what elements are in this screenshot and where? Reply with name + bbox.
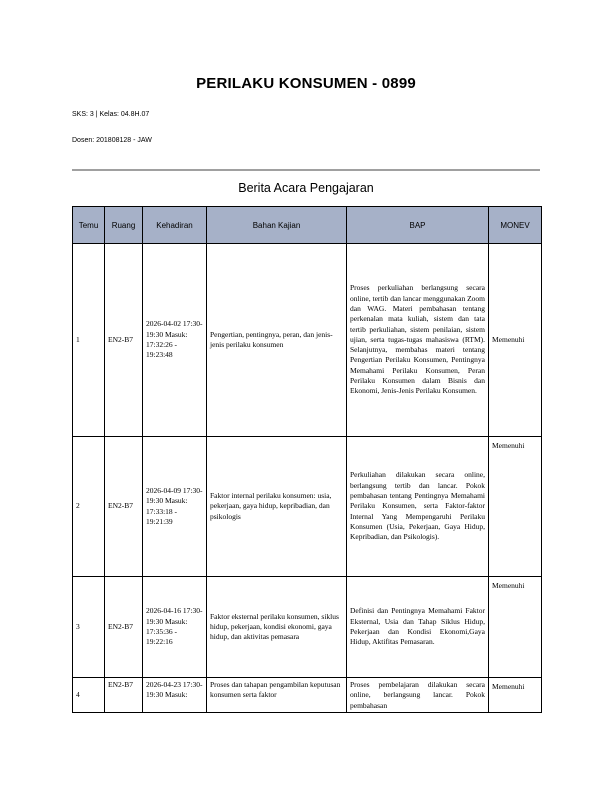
cell-bap: Definisi dan Pentingnya Memahami Faktor Eksternal, Usia dan Tahap Siklus Hidup, Pekerjaan dan Kondisi Ekonomi,Gaya Hidup, Aktifitas Pemasaran. [347, 577, 489, 678]
cell-kehadiran [143, 678, 207, 713]
cell-kehadiran: 2026-04-09 17:30-19:30 Masuk: 17:33:18 - 19:21:39 [143, 437, 207, 577]
table-row [73, 678, 542, 713]
cell-bahan-kajian: Pengertian, pentingnya, peran, dan jenis-jenis perilaku konsumen [207, 244, 347, 437]
header-monev: MONEV [489, 207, 542, 244]
header-temu: Temu [73, 207, 105, 244]
cell-ruang: EN2-B7 [105, 437, 143, 577]
table-row [73, 577, 542, 678]
cell-monev: Memenuhi [489, 437, 542, 577]
header-ruang: Ruang [105, 207, 143, 244]
cell-ruang [105, 678, 143, 713]
cell-temu: 2 [73, 437, 105, 577]
cell-ruang: EN2-B7 [105, 577, 143, 678]
divider [72, 169, 540, 171]
cell-ruang: EN2-B7 [105, 244, 143, 437]
header-bap: BAP [347, 207, 489, 244]
cell-bahan-kajian [207, 678, 347, 713]
cell-bahan-kajian: Faktor eksternal perilaku konsumen, siklus hidup, pekerjaan, kondisi ekonomi, gaya hidup, dan aktivitas pemasara [207, 577, 347, 678]
cell-temu [73, 678, 105, 713]
table-row [73, 244, 542, 437]
cell-ruang-text: EN2-B7 [108, 680, 133, 689]
course-title: PERILAKU KONSUMEN - 0899 [196, 75, 416, 92]
bap-table [72, 206, 542, 713]
table-row [73, 437, 542, 577]
cell-bahan-kajian-text: Proses dan tahapan pengambilan keputusan konsumen serta faktor [210, 680, 341, 700]
cell-temu: 3 [73, 577, 105, 678]
cell-kehadiran: 2026-04-16 17:30-19:30 Masuk: 17:35:36 - 19:22:16 [143, 577, 207, 678]
cell-monev: Memenuhi [489, 577, 542, 678]
cell-temu-text: 4 [76, 689, 80, 699]
cell-bap [347, 678, 489, 713]
cell-bap-text: Proses pembelajaran dilakukan secara online, berlangsung lancar. Pokok pembahasan [350, 680, 485, 710]
cell-bap: Perkuliahan dilakukan secara online, berlangsung tertib dan lancar. Pokok pembahasan tentang Pentingnya Memahami Perilaku Konsumen, serta Faktor-faktor Internal Yang Mempengaruhi Perilaku Konsumen (Usia, Pekerjaan, Gaya Hidup, Kepribadian, dan Psikologis). [347, 437, 489, 577]
header-kehadiran: Kehadiran [143, 207, 207, 244]
cell-monev: Memenuhi [489, 244, 542, 437]
cell-temu: 1 [73, 244, 105, 437]
sks-kelas-info: SKS: 3 | Kelas: 04.8H.07 [72, 111, 150, 118]
cell-bahan-kajian: Faktor internal perilaku konsumen: usia, pekerjaan, gaya hidup, kepribadian, dan psikologis [207, 437, 347, 577]
section-title: Berita Acara Pengajaran [238, 181, 374, 195]
dosen-info: Dosen: 201808128 - JAW [72, 137, 152, 144]
cell-kehadiran-text: 2026-04-23 17:30-19:30 Masuk: [146, 680, 203, 700]
header-bahan-kajian: Bahan Kajian [207, 207, 347, 244]
table-header-row [73, 207, 542, 244]
cell-bap: Proses perkuliahan berlangsung secara online, tertib dan lancar menggunakan Zoom dan WAG. Materi pembahasan tentang perkenalan mata kuliah, sistem dan tata tertib perkuliahan, sistem penilaian, sistem ujian, serta tugas-tugas mahasiswa (RTM). Selanjutnya, membahas materi tentang Pengertian Perilaku Konsumen, Pentingnya Memahami Perilaku Konsumen, Peran Perilaku Konsumen dalam Bisnis dan Ekonomi, Jenis-Jenis Perilaku Konsumen. [347, 244, 489, 437]
cell-kehadiran: 2026-04-02 17:30-19:30 Masuk: 17:32:26 - 19:23:48 [143, 244, 207, 437]
cell-monev: Memenuhi [489, 678, 542, 713]
